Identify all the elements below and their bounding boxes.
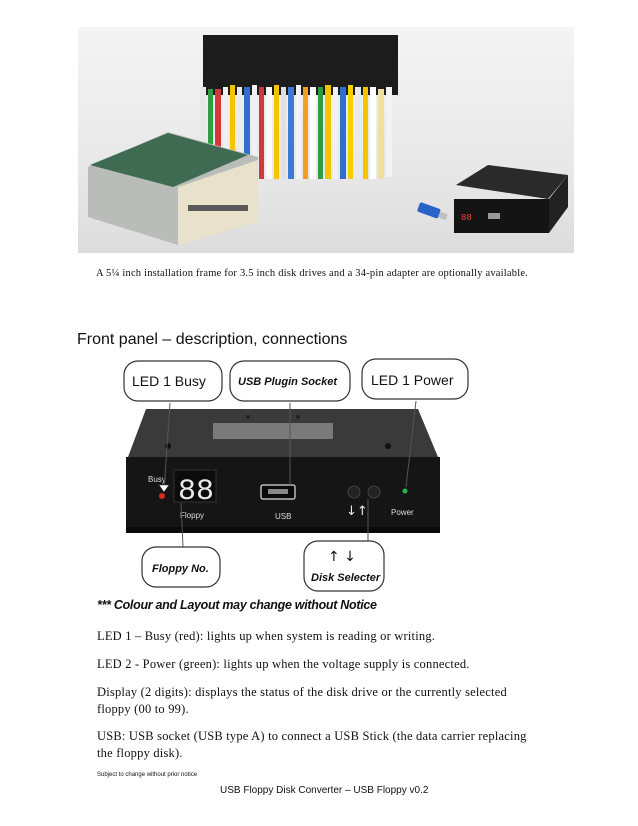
panel-label-floppy: Floppy — [180, 511, 205, 520]
display-digits: 88 — [178, 475, 215, 509]
usb-floppy-converter-unit — [454, 165, 568, 233]
photo-caption: A 5¼ inch installation frame for 3.5 inch disk drives and a 34-pin adapter are optionally available. — [96, 268, 529, 279]
section-heading: Front panel – description, connections — [77, 331, 348, 348]
power-led — [403, 489, 408, 494]
svg-text:88: 88 — [461, 213, 472, 223]
svg-text:LED 1 Power: LED 1 Power — [371, 372, 454, 388]
paragraph-usb: USB: USB socket (USB type A) to connect a USB Stick (the data carrier replacing the floppy disk). — [97, 729, 527, 760]
callout-usb-plugin-socket — [230, 361, 350, 401]
busy-led — [159, 493, 165, 499]
svg-text:LED 1 Busy: LED 1 Busy — [132, 373, 206, 389]
page-footer: USB Floppy Disk Converter – USB Floppy v0.2 — [220, 785, 429, 796]
front-panel-diagram — [118, 357, 478, 597]
paragraph-led2: LED 2 - Power (green): lights up when the voltage supply is connected. — [97, 657, 470, 671]
layout-change-notice: *** Colour and Layout may change without Notice — [97, 598, 377, 612]
select-up-button — [368, 486, 380, 498]
paragraph-display: Display (2 digits): displays the status of the disk drive or the currently selected floppy (00 to 99). — [97, 685, 507, 716]
front-panel-drawing — [118, 357, 478, 597]
panel-label-usb: USB — [275, 512, 292, 521]
product-photo — [78, 27, 574, 253]
svg-text:Floppy No.: Floppy No. — [152, 563, 209, 575]
select-down-button — [348, 486, 360, 498]
panel-label-busy: Busy — [148, 475, 166, 484]
panel-arrows: ↓↑ — [346, 504, 368, 519]
callout-led1-busy — [124, 361, 222, 401]
panel-label-power: Power — [391, 508, 414, 517]
paragraph-led1: LED 1 – Busy (red): lights up when system is reading or writing. — [97, 629, 436, 643]
callout-led1-power — [362, 359, 468, 399]
svg-text:Disk Selecter: Disk Selecter — [311, 572, 381, 584]
product-photo-drawing — [78, 27, 574, 253]
svg-text:↑ ↓: ↑ ↓ — [328, 549, 356, 565]
callout-floppy-no — [142, 547, 220, 587]
usb-stick — [417, 202, 448, 220]
callout-disk-selecter — [304, 541, 384, 591]
svg-text:USB Plugin Socket: USB Plugin Socket — [238, 376, 338, 388]
small-print-notice: Subject to change without prior notice — [97, 772, 198, 778]
